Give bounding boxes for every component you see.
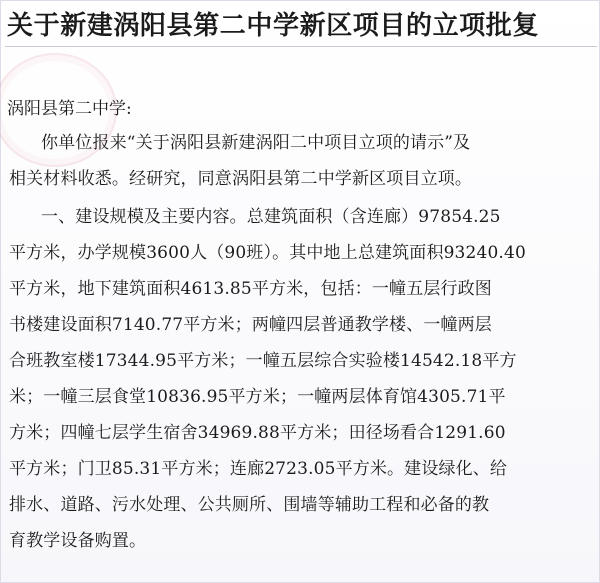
document-title: 关于新建涡阳县第二中学新区项目的立项批复 <box>7 11 540 41</box>
body-line-12: 育教学设备购置。 <box>9 531 147 551</box>
body-line-10: 平方米；门卫85.31平方米；连廊2723.05平方米。建设绿化、给 <box>9 459 508 479</box>
title-divider <box>5 46 597 47</box>
body-line-4: 平方米，办学规模3600人（90班）。其中地上总建筑面积93240.40 <box>9 243 526 263</box>
body-line-1: 你单位报来“关于涡阳县新建涡阳二中项目立项的请示”及 <box>41 133 471 153</box>
body-line-7: 合班教室楼17344.95平方米；一幢五层综合实验楼14542.18平方 <box>9 351 517 371</box>
body-line-5: 平方米，地下建筑面积4613.85平方米，包括：一幢五层行政图 <box>9 279 492 299</box>
body-line-6: 书楼建设面积7140.77平方米；两幢四层普通教学楼、一幢两层 <box>9 315 492 335</box>
body-line-8: 米；一幢三层食堂10836.95平方米；一幢两层体育馆4305.71平 <box>9 387 506 407</box>
body-line-9: 方米；四幢七层学生宿舍34969.88平方米；田径场看合1291.60 <box>9 423 506 443</box>
body-line-3: 一、建设规模及主要内容。总建筑面积（含连廊）97854.25 <box>41 207 501 227</box>
body-line-2: 相关材料收悉。经研究，同意涡阳县第二中学新区项目立项。 <box>9 169 473 189</box>
recipient-line: 涡阳县第二中学: <box>7 99 132 119</box>
body-line-11: 排水、道路、污水处理、公共厕所、围墙等辅助工程和必备的教 <box>9 495 490 515</box>
